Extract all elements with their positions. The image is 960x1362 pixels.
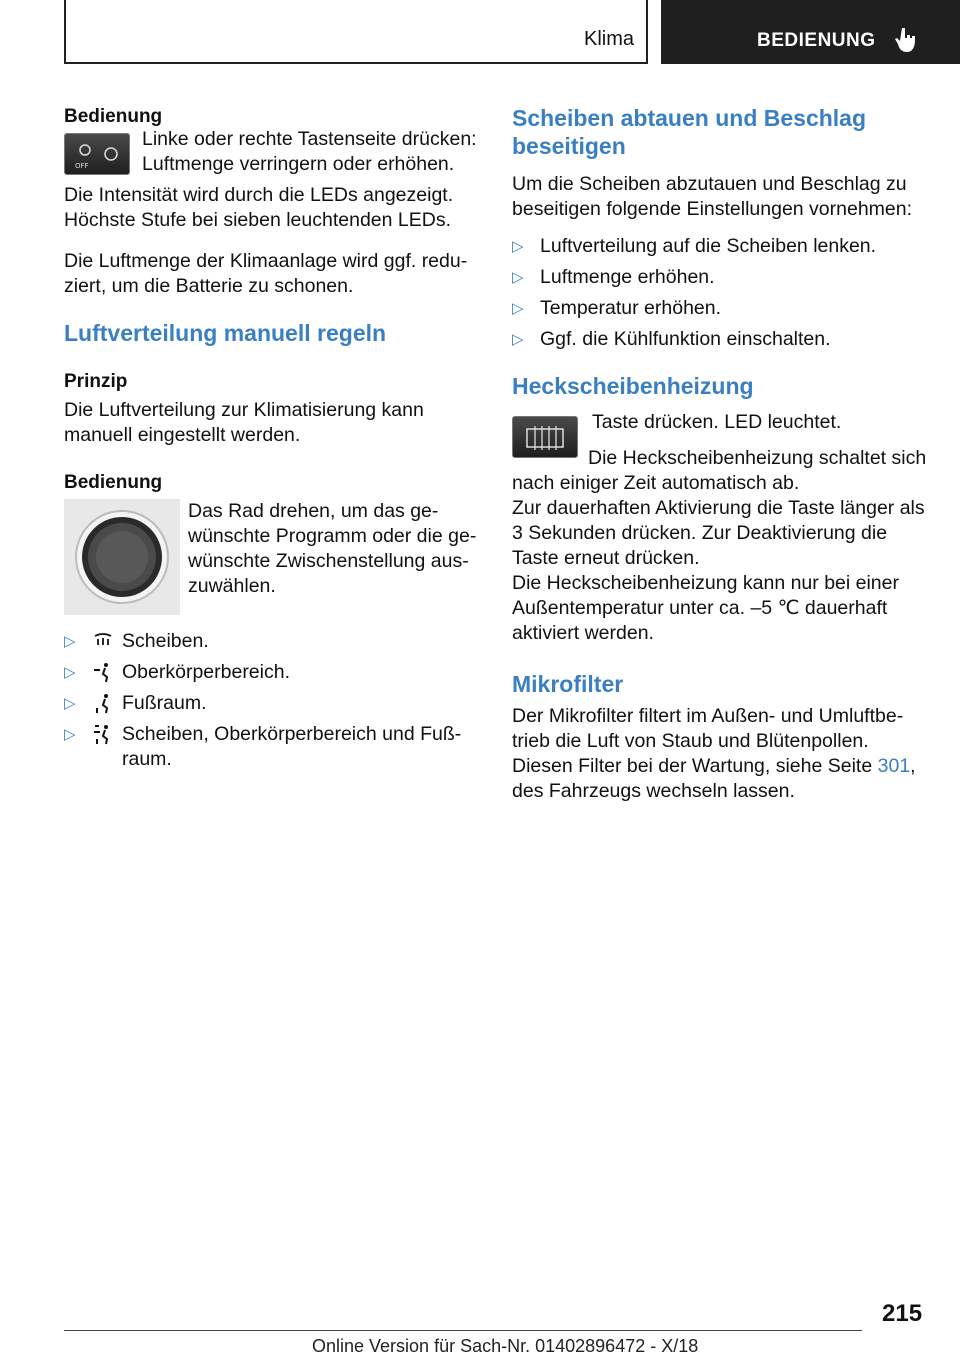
chapter-title: BEDIENUNG bbox=[757, 30, 876, 51]
microfilter-text: Der Mikrofilter filtert im Außen- und Umluftbetrieb die Luft von Staub und Blütenpollen. bbox=[512, 705, 904, 752]
list-item-text: Luftmenge erhöhen. bbox=[540, 266, 715, 288]
defrost-intro: Um die Scheiben abzutauen und Beschlag zu beseitigen folgende Einstellungen vornehmen: bbox=[512, 173, 913, 220]
fan-buttons-image bbox=[64, 133, 130, 175]
list-item-text: Oberkörperbereich. bbox=[122, 661, 290, 683]
list-item-text: Scheiben. bbox=[122, 630, 209, 652]
dial-text: Das Rad drehen, um das gewünschte Programm oder die gewünschte Zwischenstellung auszuwählen. bbox=[188, 500, 477, 597]
list-item bbox=[64, 722, 478, 772]
list-item-text: Ggf. die Kühlfunktion einschalten. bbox=[540, 328, 831, 350]
defrost-steps bbox=[512, 234, 932, 352]
rear-window-heading: Heckscheibenheizung bbox=[512, 373, 754, 399]
page-number: 215 bbox=[882, 1300, 923, 1327]
list-item bbox=[512, 327, 932, 352]
battery-text: Die Luftmenge der Klimaanlage wird ggf. reduziert, um die Batterie zu schonen. bbox=[64, 250, 468, 297]
rear-temp-text: Die Heckscheibenheizung kann nur bei einer Außentemperatur unter ca. –5 ℃ dauerhaft aktiviert werden. bbox=[512, 572, 899, 644]
svg-text:OFF: OFF bbox=[75, 162, 89, 170]
rear-permanent-text: Zur dauerhaften Aktivierung die Taste länger als 3 Sekunden drücken. Zur Deaktivierung die Taste erneut drücken. bbox=[512, 497, 925, 569]
bullet-triangle-icon: ▷ bbox=[512, 300, 524, 317]
all-zones-icon bbox=[92, 723, 114, 745]
bedienung2-heading: Bedienung bbox=[64, 472, 163, 493]
list-item-text: Scheiben, Oberkörperbereich und Fußraum. bbox=[122, 723, 462, 770]
microfilter-service-text bbox=[512, 754, 932, 804]
fan-buttons-row bbox=[64, 127, 478, 177]
defrost-heading: Scheiben abtauen und Beschlag beseitigen bbox=[512, 105, 867, 159]
bullet-triangle-icon: ▷ bbox=[64, 695, 76, 712]
online-version-text: Online Version für Sach-Nr. 01402896472 - X/18 bbox=[312, 1336, 699, 1356]
list-item bbox=[512, 234, 932, 259]
bullet-triangle-icon: ▷ bbox=[512, 269, 524, 286]
windshield-icon bbox=[92, 630, 114, 652]
list-item bbox=[512, 265, 932, 290]
prinzip-heading: Prinzip bbox=[64, 371, 128, 392]
pointing-hand-icon bbox=[893, 26, 919, 54]
service-text-after: , des Fahrzeugs wechseln lassen. bbox=[512, 755, 916, 802]
bullet-triangle-icon: ▷ bbox=[512, 238, 524, 255]
dial-row bbox=[64, 499, 478, 615]
bullet-triangle-icon: ▷ bbox=[512, 331, 524, 348]
leds-text: Die Intensität wird durch die LEDs angezeigt. Höchste Stufe bei sieben leuchtenden LEDs. bbox=[64, 184, 454, 231]
page-link[interactable]: 301 bbox=[877, 755, 911, 777]
footwell-icon bbox=[92, 692, 114, 714]
bullet-triangle-icon: ▷ bbox=[64, 726, 76, 743]
rear-heating-button-image bbox=[512, 416, 578, 458]
rotary-dial-image bbox=[64, 499, 180, 615]
fan-buttons-text: Linke oder rechte Tastenseite drücken: Luftmenge verringern oder erhöhen. bbox=[142, 128, 477, 175]
rear-press-text: Taste drücken. LED leuchtet. bbox=[592, 411, 842, 433]
rear-auto-text: Die Heckscheibenheizung schaltet sich nach einiger Zeit automatisch ab. bbox=[512, 447, 927, 494]
rear-defrost-icon bbox=[513, 417, 577, 457]
footer-divider bbox=[64, 1330, 862, 1331]
distribution-list bbox=[64, 629, 478, 772]
fan-icon bbox=[65, 134, 129, 174]
list-item-text: Luftverteilung auf die Scheiben lenken. bbox=[540, 235, 877, 257]
header-chapter-box bbox=[661, 0, 960, 64]
list-item bbox=[64, 691, 478, 716]
list-item bbox=[64, 660, 478, 685]
bullet-triangle-icon: ▷ bbox=[64, 664, 76, 681]
header-section-box bbox=[64, 0, 648, 64]
list-item bbox=[64, 629, 478, 654]
right-column bbox=[512, 104, 932, 804]
prinzip-text: Die Luftverteilung zur Klimatisierung kann manuell eingestellt werden. bbox=[64, 399, 424, 446]
bedienung-heading: Bedienung bbox=[64, 106, 163, 127]
left-column bbox=[64, 104, 478, 778]
list-item-text: Temperatur erhöhen. bbox=[540, 297, 722, 319]
list-item-text: Fußraum. bbox=[122, 692, 207, 714]
section-title: Klima bbox=[583, 28, 634, 50]
service-text-before: Diesen Filter bei der Wartung, siehe Seite bbox=[512, 755, 878, 777]
bullet-triangle-icon: ▷ bbox=[64, 633, 76, 650]
upper-body-icon bbox=[92, 661, 114, 683]
microfilter-heading: Mikrofilter bbox=[512, 671, 624, 697]
distribution-heading: Luftverteilung manuell regeln bbox=[64, 320, 387, 346]
list-item bbox=[512, 296, 932, 321]
